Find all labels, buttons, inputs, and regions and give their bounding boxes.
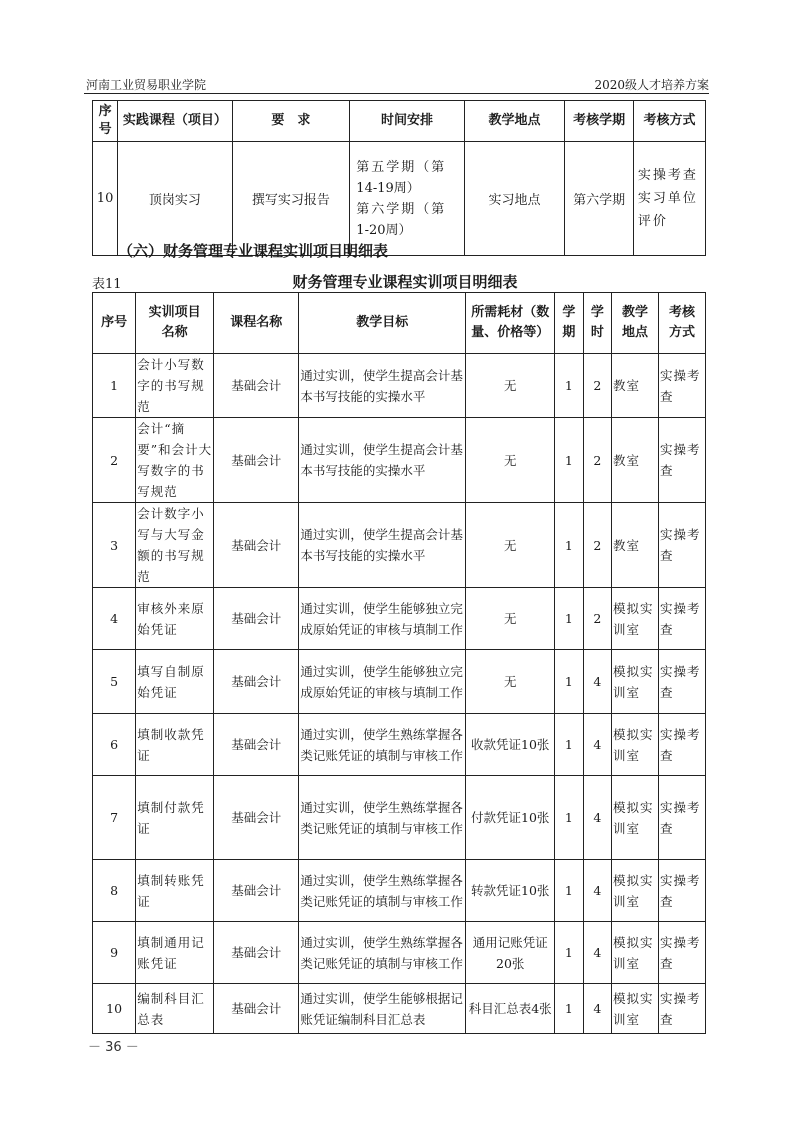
cell-place: 模拟实训室	[612, 714, 659, 776]
table-label: 表11	[92, 277, 122, 292]
cell-course: 基础会计	[214, 714, 299, 776]
cell-goal: 通过实训，使学生熟练掌握各类记账凭证的填制与审核工作	[299, 776, 466, 860]
cell-term: 1	[555, 984, 583, 1034]
cell-materials: 无	[466, 588, 555, 650]
header-institution: 河南工业贸易职业学院	[86, 78, 207, 92]
cell-term: 1	[555, 418, 583, 503]
header-divider	[84, 93, 709, 94]
cell-goal: 通过实训，使学生能够根据记账凭证编制科目汇总表	[299, 984, 466, 1034]
cell-exam: 实操考查	[658, 922, 705, 984]
cell-place: 教室	[612, 418, 659, 503]
time-line: 14-19周）	[356, 180, 420, 196]
cell-term: 1	[555, 714, 583, 776]
cell-project-name: 会计数字小写与大写金额的书写规范	[136, 503, 214, 588]
cell-project-name: 编制科目汇总表	[136, 984, 214, 1034]
col-header-place: 教学地点	[612, 293, 659, 354]
cell-hours: 4	[583, 776, 611, 860]
cell-course: 基础会计	[214, 354, 299, 418]
cell-goal: 通过实训，使学生熟练掌握各类记账凭证的填制与审核工作	[299, 714, 466, 776]
cell-exam: 实操考查	[658, 503, 705, 588]
col-header-hours: 学时	[583, 293, 611, 354]
table-row	[93, 776, 706, 860]
cell-place: 模拟实训室	[612, 588, 659, 650]
cell-place: 教室	[612, 503, 659, 588]
col-header-term: 考核学期	[565, 101, 634, 142]
table-row	[93, 860, 706, 922]
cell-time	[350, 142, 464, 256]
cell-exam: 实操考查	[658, 776, 705, 860]
exam-line: 实习单位	[637, 191, 698, 206]
cell-course: 基础会计	[214, 418, 299, 503]
cell-no: 3	[93, 503, 136, 588]
cell-goal: 通过实训，使学生熟练掌握各类记账凭证的填制与审核工作	[299, 922, 466, 984]
cell-project-name: 审核外来原始凭证	[136, 588, 214, 650]
cell-goal: 通过实训，使学生能够独立完成原始凭证的审核与填制工作	[299, 588, 466, 650]
cell-place: 模拟实训室	[612, 922, 659, 984]
cell-hours: 2	[583, 588, 611, 650]
header-document-title: 2020级人才培养方案	[594, 78, 709, 92]
cell-no: 10	[93, 142, 118, 256]
cell-course: 基础会计	[214, 588, 299, 650]
cell-project-name: 会计小写数字的书写规范	[136, 354, 214, 418]
cell-no: 5	[93, 650, 136, 714]
cell-goal: 通过实训，使学生熟练掌握各类记账凭证的填制与审核工作	[299, 860, 466, 922]
table-row	[93, 354, 706, 418]
cell-term: 1	[555, 354, 583, 418]
cell-materials: 无	[466, 650, 555, 714]
cell-term: 1	[555, 922, 583, 984]
cell-exam: 实操考查	[658, 984, 705, 1034]
cell-course: 基础会计	[214, 860, 299, 922]
cell-no: 2	[93, 418, 136, 503]
cell-hours: 2	[583, 354, 611, 418]
cell-term: 1	[555, 588, 583, 650]
cell-hours: 4	[583, 860, 611, 922]
cell-course: 基础会计	[214, 984, 299, 1034]
cell-project-name: 填制转账凭证	[136, 860, 214, 922]
cell-goal: 通过实训，使学生能够独立完成原始凭证的审核与填制工作	[299, 650, 466, 714]
col-header-time: 时间安排	[350, 101, 464, 142]
cell-place: 模拟实训室	[612, 776, 659, 860]
cell-place: 模拟实训室	[612, 860, 659, 922]
cell-term: 1	[555, 503, 583, 588]
cell-no: 4	[93, 588, 136, 650]
exam-line: 评价	[637, 214, 668, 229]
cell-place: 模拟实训室	[612, 984, 659, 1034]
cell-term: 1	[555, 860, 583, 922]
cell-no: 7	[93, 776, 136, 860]
table-title: 财务管理专业课程实训项目明细表	[292, 273, 518, 291]
cell-hours: 4	[583, 714, 611, 776]
section-title: （六）财务管理专业课程实训项目明细表	[118, 242, 389, 260]
exam-line: 实操考查	[637, 168, 698, 183]
time-line: 1-20周）	[356, 222, 412, 238]
col-header-exam: 考核方式	[658, 293, 705, 354]
col-header-location: 教学地点	[464, 101, 565, 142]
cell-goal: 通过实训，使学生提高会计基本书写技能的实操水平	[299, 418, 466, 503]
cell-course: 基础会计	[214, 503, 299, 588]
cell-project-name: 填制收款凭证	[136, 714, 214, 776]
col-header-exam: 考核方式	[633, 101, 705, 142]
practice-course-table	[92, 100, 706, 256]
cell-materials: 收款凭证10张	[466, 714, 555, 776]
cell-course: 基础会计	[214, 650, 299, 714]
table-header-row	[93, 293, 706, 354]
col-header-no: 序号	[93, 293, 136, 354]
cell-location: 实习地点	[464, 142, 565, 256]
cell-hours: 4	[583, 984, 611, 1034]
table-row	[93, 588, 706, 650]
col-header-term: 学期	[555, 293, 583, 354]
cell-exam: 实操考查	[658, 650, 705, 714]
col-header-goal: 教学目标	[299, 293, 466, 354]
table-row	[93, 922, 706, 984]
col-header-course: 实践课程（项目）	[118, 101, 232, 142]
cell-exam: 实操考查	[658, 860, 705, 922]
cell-hours: 4	[583, 922, 611, 984]
cell-course: 基础会计	[214, 922, 299, 984]
table-row	[93, 650, 706, 714]
table-row	[93, 503, 706, 588]
training-project-table	[92, 292, 706, 1034]
table-row	[93, 984, 706, 1034]
cell-materials: 付款凭证10张	[466, 776, 555, 860]
cell-no: 10	[93, 984, 136, 1034]
cell-materials: 无	[466, 354, 555, 418]
cell-term: 1	[555, 650, 583, 714]
cell-goal: 通过实训，使学生提高会计基本书写技能的实操水平	[299, 354, 466, 418]
cell-materials: 转款凭证10张	[466, 860, 555, 922]
cell-exam: 实操考查	[658, 418, 705, 503]
cell-course: 顶岗实习	[118, 142, 232, 256]
table-row	[93, 142, 706, 256]
cell-materials: 无	[466, 418, 555, 503]
cell-no: 8	[93, 860, 136, 922]
page-number: － 36 －	[88, 1040, 139, 1055]
table-row	[93, 714, 706, 776]
cell-hours: 4	[583, 650, 611, 714]
col-header-course: 课程名称	[214, 293, 299, 354]
table-row	[93, 418, 706, 503]
cell-materials: 科目汇总表4张	[466, 984, 555, 1034]
cell-project-name: 填制付款凭证	[136, 776, 214, 860]
cell-course: 基础会计	[214, 776, 299, 860]
cell-hours: 2	[583, 418, 611, 503]
cell-place: 教室	[612, 354, 659, 418]
cell-project-name: 填制通用记账凭证	[136, 922, 214, 984]
cell-goal: 通过实训，使学生提高会计基本书写技能的实操水平	[299, 503, 466, 588]
cell-project-name: 会计“摘要”和会计大写数字的书写规范	[136, 418, 214, 503]
cell-project-name: 填写自制原始凭证	[136, 650, 214, 714]
col-header-requirement: 要 求	[232, 101, 350, 142]
col-header-materials: 所需耗材（数量、价格等）	[466, 293, 555, 354]
cell-materials: 通用记账凭证20张	[466, 922, 555, 984]
time-line: 第六学期（第	[356, 201, 447, 217]
cell-exam: 实操考查	[658, 714, 705, 776]
cell-no: 1	[93, 354, 136, 418]
cell-place: 模拟实训室	[612, 650, 659, 714]
table-header-row	[93, 101, 706, 142]
cell-term: 1	[555, 776, 583, 860]
cell-term: 第六学期	[565, 142, 634, 256]
cell-no: 6	[93, 714, 136, 776]
cell-hours: 2	[583, 503, 611, 588]
col-header-no: 序号	[93, 101, 118, 142]
cell-requirement: 撰写实习报告	[232, 142, 350, 256]
time-line: 第五学期（第	[356, 159, 447, 175]
cell-exam: 实操考查	[658, 354, 705, 418]
cell-exam	[633, 142, 705, 256]
col-header-project-name: 实训项目名称	[136, 293, 214, 354]
cell-no: 9	[93, 922, 136, 984]
cell-materials: 无	[466, 503, 555, 588]
cell-exam: 实操考查	[658, 588, 705, 650]
